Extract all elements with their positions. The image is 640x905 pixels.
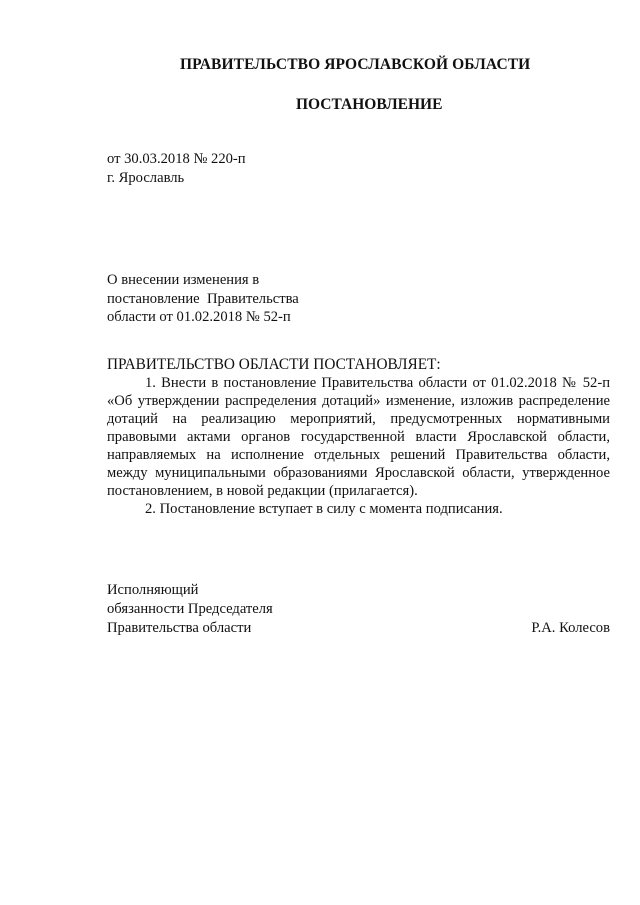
- signature-block: [107, 581, 610, 638]
- document-body: [107, 356, 610, 518]
- organization-title: ПРАВИТЕЛЬСТВО ЯРОСЛАВСКОЙ ОБЛАСТИ: [180, 56, 531, 73]
- signer-title-line: Исполняющий: [107, 582, 199, 598]
- document-type-title: ПОСТАНОВЛЕНИЕ: [296, 96, 443, 113]
- signer-name: Р.А. Колесов: [531, 620, 610, 636]
- subject-line: постановление Правительства: [107, 290, 299, 307]
- decree-statement: ПРАВИТЕЛЬСТВО ОБЛАСТИ ПОСТАНОВЛЯЕТ:: [107, 356, 441, 373]
- city: г. Ярославль: [107, 170, 185, 186]
- subject-line: О внесении изменения в: [107, 272, 260, 288]
- date-number: от 30.03.2018 № 220-п: [107, 151, 246, 167]
- document-meta: [107, 150, 246, 188]
- subject-line: области от 01.02.2018 № 52-п: [107, 309, 291, 325]
- paragraph-1: 1. Внести в постановление Правительства области от 01.02.2018 № 52-п «Об утверждении распределения дотаций» изменение, изложив распределение дотаций на реализацию мероприятий, предусмотренных нормативными правовыми актами органов государственной власти Ярославской области, направляемых на исполнение отдельных решений Правительства области, между муниципальными образованиями Ярославской области, утвержденное постановлением, в новой редакции (прилагается).: [107, 375, 610, 499]
- document-subject: [107, 271, 299, 327]
- signer-title-line: Правительства области: [107, 620, 252, 636]
- signer-title-line: обязанности Председателя: [107, 601, 273, 617]
- paragraph-2: 2. Постановление вступает в силу с момента подписания.: [145, 501, 503, 517]
